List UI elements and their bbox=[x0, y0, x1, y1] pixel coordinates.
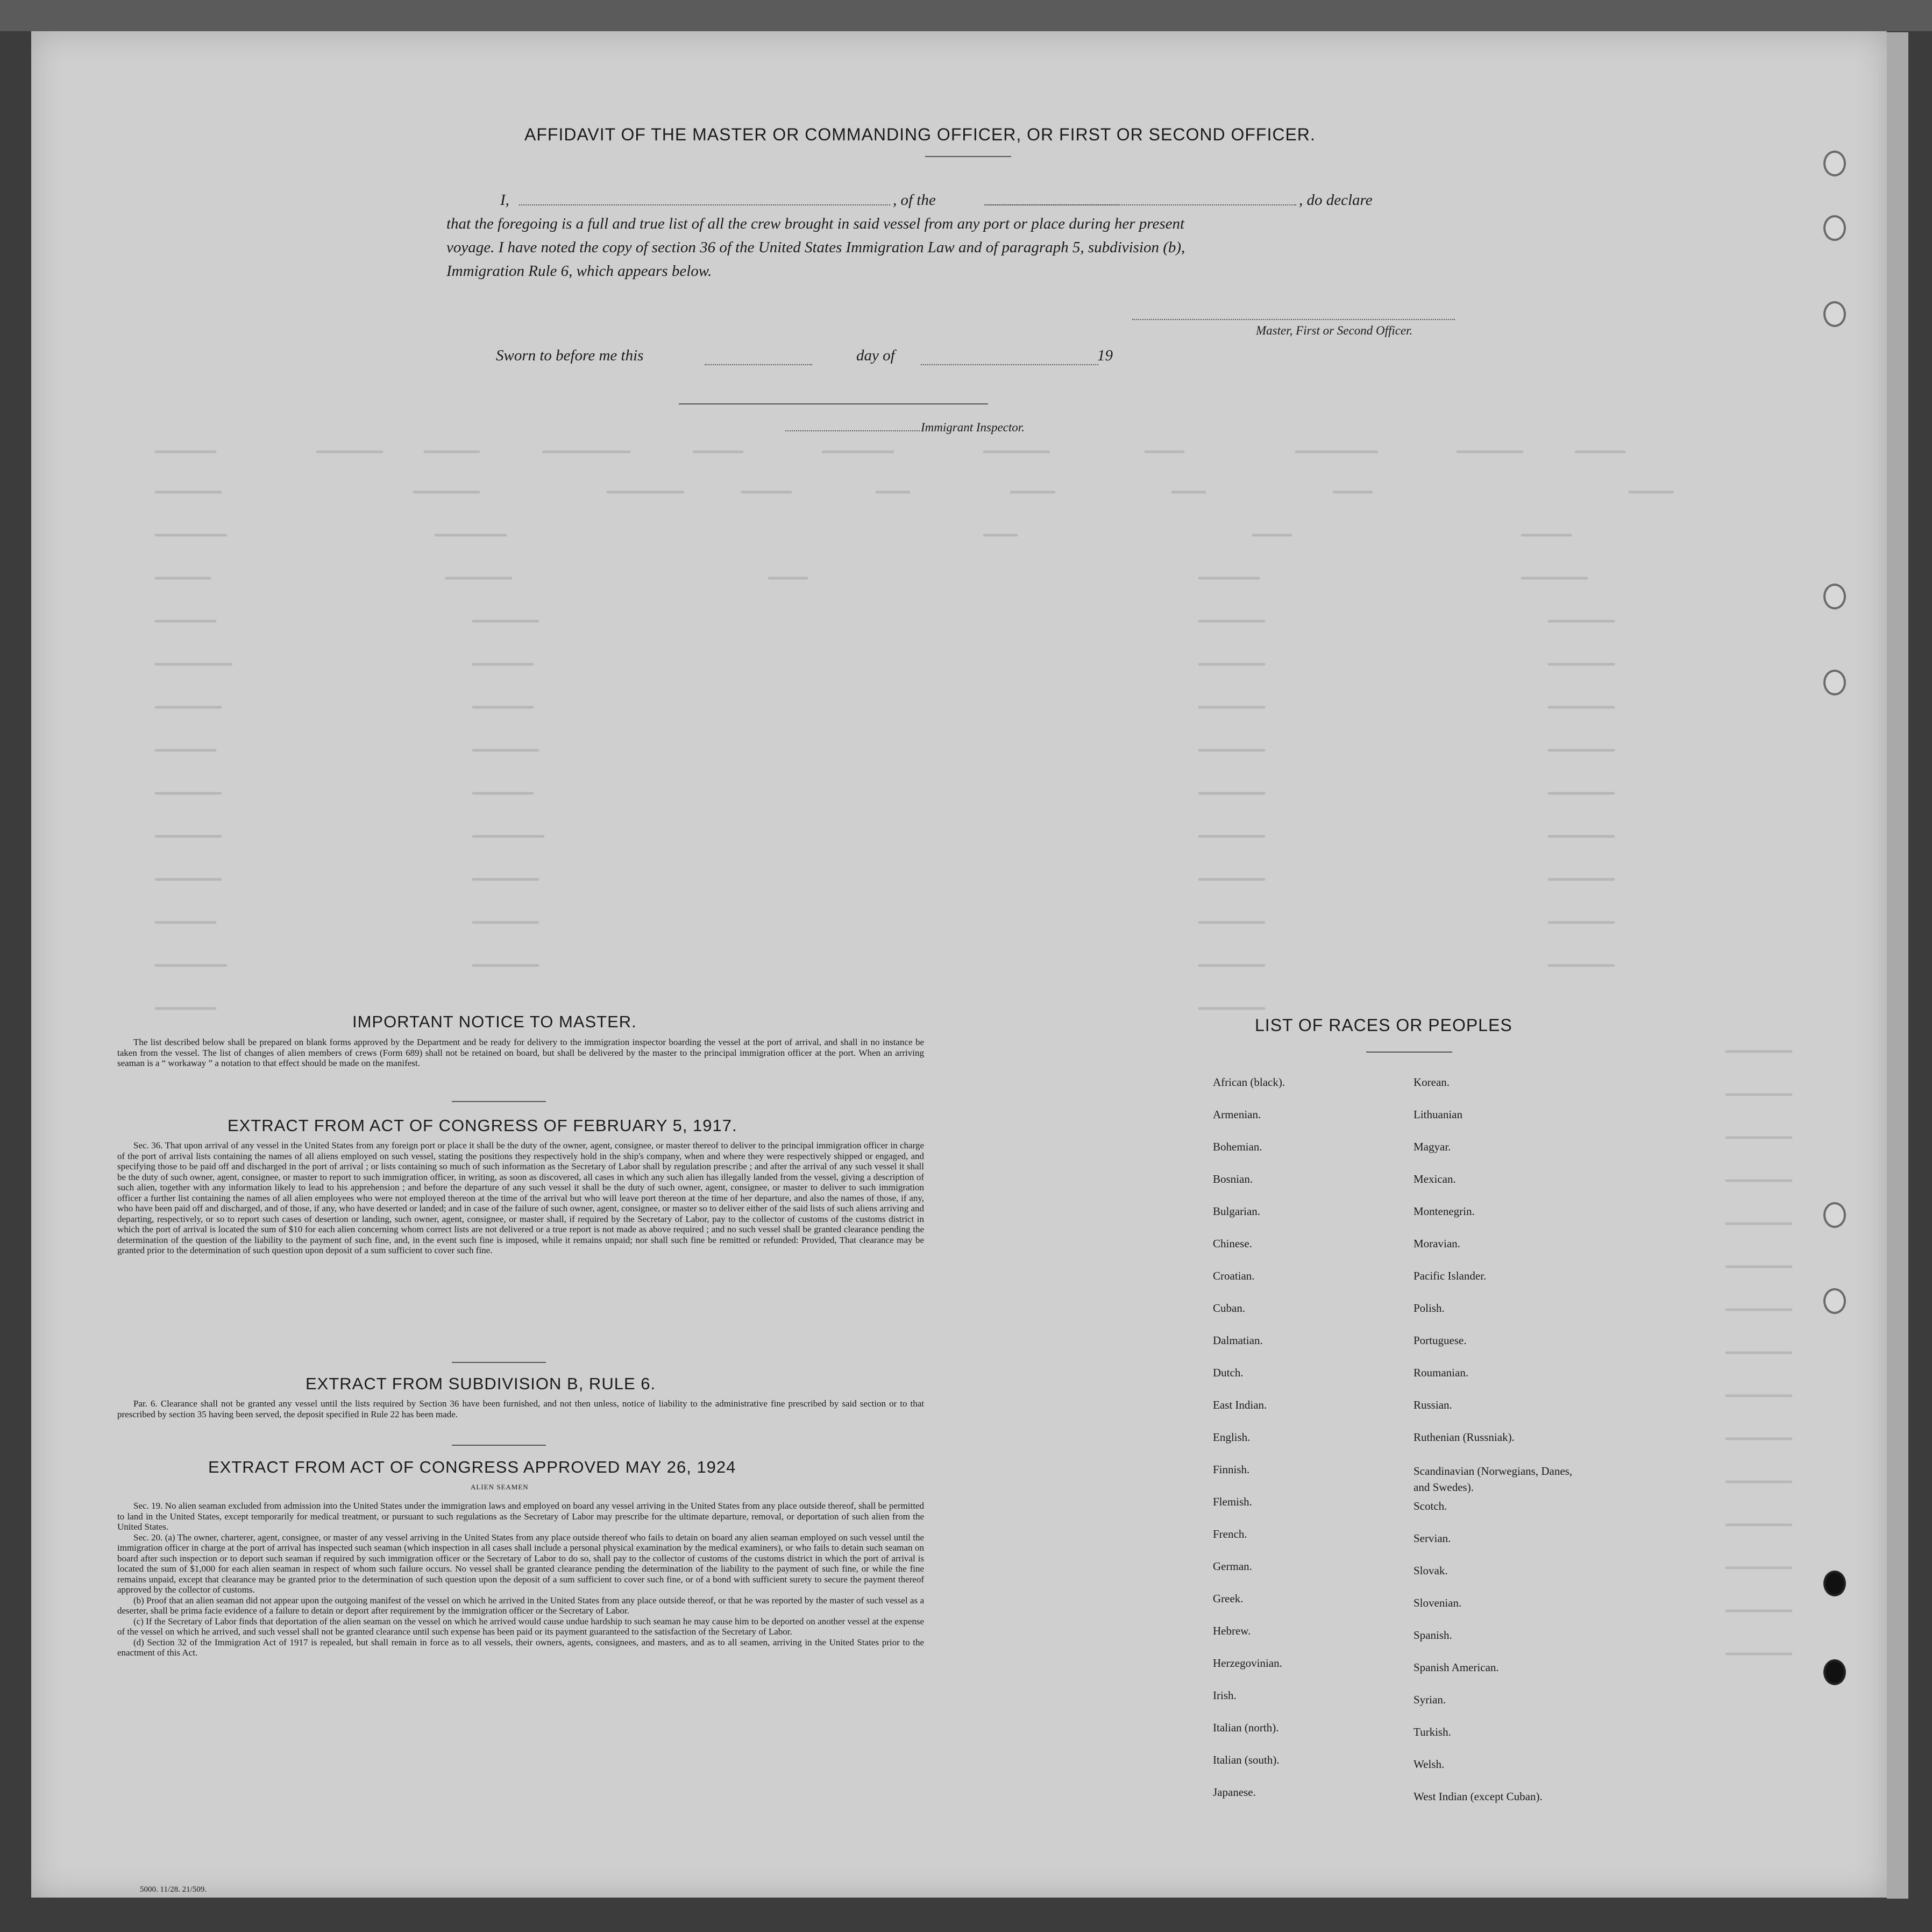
notice-text: The list described below shall be prepared on blank forms approved by the Department and be ready for delivery to the immigration inspector boarding the vessel at the port of arrival, and shall in no instance be taken from the vessel. The list of changes of alien members of crews (Form 689) shall not be retained on board, but shall be delivered by the master to the principal immigration officer at the port. When an arriving seaman is a “ workaway ” a notation to that effect should be made on the manifest. bbox=[117, 1037, 924, 1068]
race-item: Scotch. bbox=[1414, 1500, 1447, 1512]
declarant-prefix: I, bbox=[500, 191, 509, 209]
notice-title: IMPORTANT NOTICE TO MASTER. bbox=[352, 1012, 637, 1031]
race-item: Chinese. bbox=[1213, 1237, 1252, 1250]
race-item: English. bbox=[1213, 1431, 1251, 1444]
master-signature-label: Master, First or Second Officer. bbox=[1256, 324, 1413, 337]
section-divider bbox=[452, 1445, 546, 1446]
races-right-column bbox=[1414, 1076, 1591, 1822]
race-item: Slovak. bbox=[1414, 1564, 1448, 1577]
section-divider bbox=[452, 1362, 546, 1363]
of-the-label: , of the bbox=[893, 191, 936, 209]
section-20d: (d) Section 32 of the Immigration Act of 1917 is repealed, but shall remain in force as to all vessels, their owners, agents, consignees, and masters, and as to all seamen, arriving in the United States prior to the enactment of this Act. bbox=[117, 1637, 924, 1658]
declaration-line-3: voyage. I have noted the copy of section 36 of the United States Immigration Law and of paragraph 5, subdivision (b), bbox=[446, 239, 1185, 256]
vessel-name-field[interactable] bbox=[984, 204, 1296, 205]
section-20a: Sec. 20. (a) The owner, charterer, agent, consignee, or master of any vessel arriving in the United States from any place outside thereof who fails to detain on board any alien seaman employed on such vessel until the immigration officer in charge at the port of arrival has inspected such seaman (which inspection in all cases shall include a personal physical examination by the medical examiners), or who fails to detain such seaman on board after such inspection or to deport such seaman if required by such immigration officer or the Secretary of Labor to do so, shall pay to the collector of customs of the customs district in which the port of arrival is located the sum of $1,000 for each alien seaman in respect of whom such failure occurs. No vessel shall be granted clearance pending the determination of the liability to the payment of such fine, or while the fine remains unpaid, except that clearance may be granted prior to the determination of such question upon the deposit of a sum sufficient to cover such fine, or of a bond with sufficient surety to secure the payment thereof approved by the collector of customs. bbox=[117, 1532, 924, 1595]
races-left-column bbox=[1213, 1076, 1285, 1818]
sworn-label: Sworn to before me this bbox=[496, 347, 644, 364]
declarant-name-field[interactable] bbox=[519, 204, 890, 205]
section-divider bbox=[452, 1101, 546, 1102]
race-item: Spanish American. bbox=[1414, 1661, 1499, 1674]
race-item: Flemish. bbox=[1213, 1495, 1252, 1508]
race-item: East Indian. bbox=[1213, 1398, 1267, 1411]
race-item: Irish. bbox=[1213, 1689, 1237, 1702]
race-item: Scandinavian (Norwegians, Danes, and Swedes). bbox=[1414, 1465, 1573, 1494]
race-item: French. bbox=[1213, 1528, 1247, 1540]
sworn-month-field[interactable] bbox=[921, 364, 1098, 365]
race-item: Japanese. bbox=[1213, 1786, 1256, 1799]
extract-1917-title: EXTRACT FROM ACT OF CONGRESS OF FEBRUARY 5, 1917. bbox=[228, 1116, 737, 1135]
race-item: German. bbox=[1213, 1560, 1252, 1573]
punch-hole-icon bbox=[1823, 1202, 1846, 1228]
punch-hole-icon bbox=[1823, 1571, 1846, 1596]
race-item: Polish. bbox=[1414, 1302, 1445, 1315]
affidavit-title: AFFIDAVIT OF THE MASTER OR COMMANDING OFFICER, OR FIRST OR SECOND OFFICER. bbox=[524, 125, 1316, 144]
race-item: Syrian. bbox=[1414, 1693, 1446, 1706]
do-declare-label: , do declare bbox=[1299, 191, 1373, 209]
race-item: African (black). bbox=[1213, 1076, 1285, 1089]
scanner-top-edge bbox=[0, 0, 1932, 31]
race-item: Greek. bbox=[1213, 1592, 1244, 1605]
race-item: Bosnian. bbox=[1213, 1173, 1253, 1185]
affidavit-declaration bbox=[446, 188, 1495, 283]
form-print-code: 5000. 11/28. 21/509. bbox=[140, 1885, 207, 1894]
races-title: LIST OF RACES OR PEOPLES bbox=[1255, 1015, 1512, 1035]
race-item: Pacific Islander. bbox=[1414, 1269, 1487, 1282]
section-20b: (b) Proof that an alien seaman did not appear upon the outgoing manifest of the vessel on which he arrived in the United States from any place outside thereof, or that he was reported by the master of such vessel as a deserter, shall be prima facie evidence of a failure to detain or deport after requirement by the immigration officer or the Secretary of Labor. bbox=[117, 1595, 924, 1616]
race-item: Italian (north). bbox=[1213, 1721, 1279, 1734]
day-of-label: day of bbox=[856, 347, 895, 364]
race-item: Russian. bbox=[1414, 1398, 1452, 1411]
punch-hole-icon bbox=[1823, 301, 1846, 327]
race-item: Dalmatian. bbox=[1213, 1334, 1263, 1347]
year-prefix: 19 bbox=[1097, 347, 1113, 364]
race-item: West Indian (except Cuban). bbox=[1414, 1790, 1543, 1803]
race-item: Ruthenian (Russniak). bbox=[1414, 1431, 1515, 1444]
race-item: Korean. bbox=[1414, 1076, 1450, 1089]
inspector-signature-field[interactable] bbox=[785, 430, 920, 431]
race-item: Spanish. bbox=[1414, 1629, 1452, 1642]
races-title-underline bbox=[1366, 1052, 1452, 1053]
title-underline bbox=[925, 156, 1011, 157]
master-signature-field[interactable] bbox=[1132, 319, 1455, 320]
race-item: Italian (south). bbox=[1213, 1753, 1280, 1766]
race-item: Portuguese. bbox=[1414, 1334, 1467, 1347]
rule6-text: Par. 6. Clearance shall not be granted any vessel until the lists required by Section 36 have been furnished, and not then unless, notice of liability to the administrative fine prescribed by said section or to that prescribed by section 35 having been served, the deposit specified in Rule 22 has been made. bbox=[117, 1398, 924, 1419]
declaration-line-4: Immigration Rule 6, which appears below. bbox=[446, 262, 712, 280]
extract-1924-title: EXTRACT FROM ACT OF CONGRESS APPROVED MAY 26, 1924 bbox=[208, 1458, 736, 1476]
race-item: Mexican. bbox=[1414, 1173, 1456, 1185]
sworn-line bbox=[496, 347, 1195, 368]
race-item: Bohemian. bbox=[1213, 1140, 1262, 1153]
race-item: Herzegovinian. bbox=[1213, 1657, 1282, 1670]
sheet-right-edge bbox=[1887, 32, 1908, 1899]
punch-hole-icon bbox=[1823, 1659, 1846, 1685]
punch-hole-icon bbox=[1823, 215, 1846, 241]
race-item: Turkish. bbox=[1414, 1725, 1451, 1738]
race-item: Croatian. bbox=[1213, 1269, 1255, 1282]
inspector-label: Immigrant Inspector. bbox=[921, 421, 1025, 434]
race-item: Magyar. bbox=[1414, 1140, 1451, 1153]
race-item: Moravian. bbox=[1414, 1237, 1460, 1250]
extract-1924-subtitle: ALIEN SEAMEN bbox=[471, 1483, 529, 1491]
section-19: Sec. 19. No alien seaman excluded from admission into the United States under the immigration laws and employed on board any vessel arriving in the United States from any place outside thereof, shall be permitted to land in the United States, except temporarily for medical treatment, or pursuant to such regulations as the Secretary of Labor may prescribe for the ultimate departure, removal, or deportation of such alien from the United States. bbox=[117, 1501, 924, 1532]
extract-1924-text bbox=[117, 1501, 924, 1658]
race-item: Armenian. bbox=[1213, 1108, 1261, 1121]
race-item: Roumanian. bbox=[1414, 1366, 1469, 1379]
punch-hole-icon bbox=[1823, 151, 1846, 176]
race-item: Slovenian. bbox=[1414, 1596, 1462, 1609]
race-item: Welsh. bbox=[1414, 1758, 1445, 1771]
race-item: Servian. bbox=[1414, 1532, 1451, 1545]
race-item: Montenegrin. bbox=[1414, 1205, 1475, 1218]
section-20c: (c) If the Secretary of Labor finds that deportation of the alien seaman on the vessel on which he arrived would cause undue hardship to such seaman he may cause him to be deported on another vessel at the expense of the vessel on which he arrived, and such vessel shall not be granted clearance until such expense has been paid or its payment guaranteed to the satisfaction of the Secretary of Labor. bbox=[117, 1616, 924, 1637]
declaration-line-2: that the foregoing is a full and true list of all the crew brought in said vessel from any port or place during her present bbox=[446, 215, 1185, 232]
extract-1917-text: Sec. 36. That upon arrival of any vessel in the United States from any foreign port or place it shall be the duty of the owner, agent, consignee, or master thereof to deliver to the principal immigration officer in charge of the port of arrival lists containing the names of all aliens employed on such vessel, stating the positions they respectively hold in the ship's company, when and where they were respectively shipped or engaged, and specifying those to be paid off and discharged in the port of arrival ; or lists containing so much of such information as the Secretary of Labor shall by regulation prescribe ; and after the arrival of any such vessel it shall be the duty of such owner, agent, consignee, or master to report to such immigration officer, in writing, as soon as discovered, all cases in which any such alien has illegally landed from the vessel, giving a description of such alien, together with any information likely to lead to his apprehension ; and before the departure of any such vessel it shall be the duty of such owner, agent, consignee, or master to deliver to such immigration officer a further list containing the names of all alien employees who were not employed thereon at the time of the arrival but who will leave port thereon at the time of her departure, and also the names of those, if any, who have been paid off and discharged, and of those, if any, who have deserted or landed; and in case of the failure of such owner, agent, consignee, or master so to deliver either of the said lists of such aliens arriving and departing, respectively, or so to report such cases of desertion or landing, such owner, agent, consignee, or master shall, if required by the Secretary of Labor, pay to the collector of customs of the customs district in which the port of arrival is located the sum of $10 for each alien concerning whom correct lists are not delivered or a true report is not made as above required ; and no such vessel shall be granted clearance pending the determination of the question of the liability to the payment of such fine, and, in the event such fine is imposed, while it remains unpaid; nor shall such fine be remitted or refunded: Provided, That clearance may be granted prior to the determination of such question upon deposit of a sum sufficient to cover such fine. bbox=[117, 1140, 924, 1255]
race-item: Lithuanian bbox=[1414, 1108, 1462, 1121]
inspector-signature-rule bbox=[679, 403, 988, 404]
rule6-title: EXTRACT FROM SUBDIVISION B, RULE 6. bbox=[306, 1374, 656, 1393]
race-item: Cuban. bbox=[1213, 1302, 1246, 1315]
sworn-day-field[interactable] bbox=[705, 364, 812, 365]
punch-hole-icon bbox=[1823, 1288, 1846, 1314]
punch-hole-icon bbox=[1823, 670, 1846, 695]
race-item: Finnish. bbox=[1213, 1463, 1250, 1476]
race-item: Bulgarian. bbox=[1213, 1205, 1261, 1218]
punch-hole-icon bbox=[1823, 584, 1846, 609]
race-item: Hebrew. bbox=[1213, 1624, 1251, 1637]
race-item: Dutch. bbox=[1213, 1366, 1244, 1379]
